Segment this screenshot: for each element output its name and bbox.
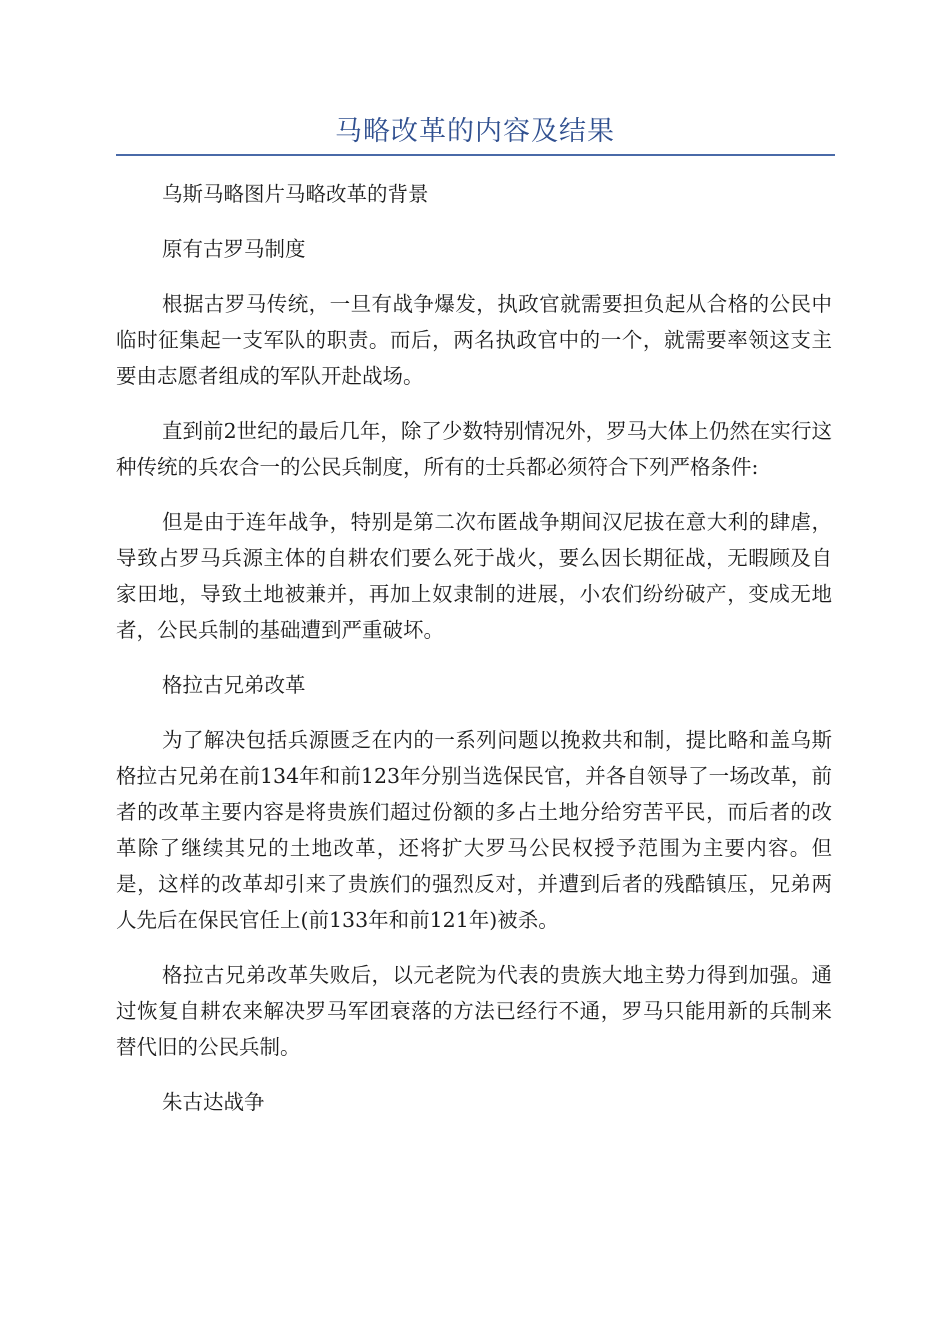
paragraph-gracchi-reform: 为了解决包括兵源匮乏在内的一系列问题以挽救共和制，提比略和盖乌斯格拉古兄弟在前134年和前123年分别当选保民官，并各自领导了一场改革，前者的改革主要内容是将贵族们超过份额的多占土地分给穷苦平民，而后者的改革除了继续其兄的土地改革，还将扩大罗马公民权授予范围为主要内容。但是，这样的改革却引来了贵族们的强烈反对，并遭到后者的残酷镇压，兄弟两人先后在保民官任上(前133年和前121年)被杀。: [116, 728, 832, 932]
document-body: [116, 176, 832, 1139]
paragraph-tradition: 根据古罗马传统，一旦有战争爆发，执政官就需要担负起从合格的公民中临时征集起一支军队的职责。而后，两名执政官中的一个，就需要率领这支主要由志愿者组成的军队开赴战场。: [116, 292, 832, 388]
title-underline: [116, 154, 835, 156]
paragraph-after-gracchi: 格拉古兄弟改革失败后，以元老院为代表的贵族大地主势力得到加强。通过恢复自耕农来解决罗马军团衰落的方法已经行不通，罗马只能用新的兵制来替代旧的公民兵制。: [116, 963, 832, 1059]
section-heading-background: 乌斯马略图片马略改革的背景: [162, 182, 429, 206]
section-heading-jugurthine-war: 朱古达战争: [162, 1090, 265, 1114]
document-title: 马略改革的内容及结果: [335, 116, 615, 147]
paragraph-punic-war: 但是由于连年战争，特别是第二次布匿战争期间汉尼拔在意大利的肆虐，导致占罗马兵源主体的自耕农们要么死于战火，要么因长期征战，无暇顾及自家田地，导致土地被兼并，再加上奴隶制的进展，小农们纷纷破产，变成无地者，公民兵制的基础遭到严重破坏。: [116, 510, 832, 642]
section-heading-original-system: 原有古罗马制度: [162, 237, 306, 261]
paragraph-citizen-soldier: 直到前2世纪的最后几年，除了少数特别情况外，罗马大体上仍然在实行这种传统的兵农合一的公民兵制度，所有的士兵都必须符合下列严格条件:: [116, 419, 832, 479]
section-heading-gracchi: 格拉古兄弟改革: [162, 673, 306, 697]
